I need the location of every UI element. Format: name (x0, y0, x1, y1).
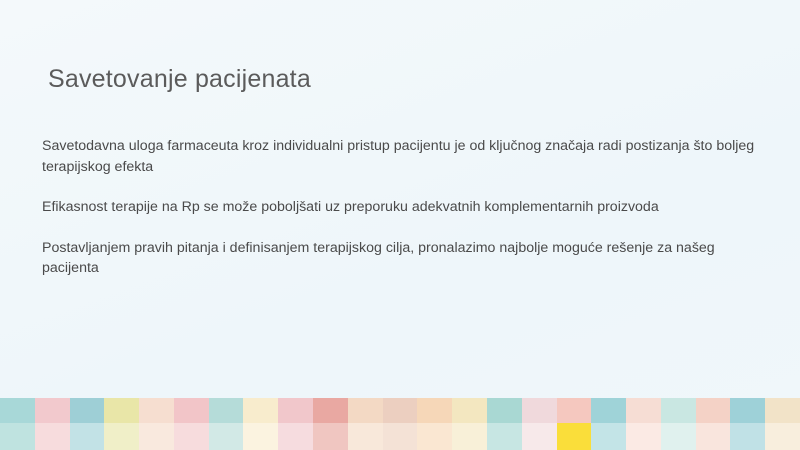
stripe-cell-top (104, 398, 139, 423)
stripe-column (0, 398, 35, 450)
stripe-column (417, 398, 452, 450)
body-paragraph-2: Efikasnost terapije na Rp se može poboljšati uz preporuku adekvatnih komplementarnih proizvoda (42, 199, 659, 216)
stripe-cell-bottom (661, 423, 696, 450)
stripe-cell-bottom (487, 423, 522, 450)
stripe-cell-bottom (35, 423, 70, 450)
stripe-cell-bottom (557, 423, 592, 450)
stripe-cell-bottom (70, 423, 105, 450)
stripe-cell-bottom (348, 423, 383, 450)
stripe-cell-bottom (696, 423, 731, 450)
stripe-cell-top (452, 398, 487, 423)
stripe-cell-top (730, 398, 765, 423)
stripe-cell-bottom (417, 423, 452, 450)
stripe-cell-bottom (278, 423, 313, 450)
stripe-cell-bottom (174, 423, 209, 450)
stripe-cell-top (139, 398, 174, 423)
page-title: Savetovanje pacijenata (48, 64, 311, 93)
stripe-cell-bottom (139, 423, 174, 450)
stripe-column (313, 398, 348, 450)
stripe-cell-top (174, 398, 209, 423)
body-paragraph-1: Savetodavna uloga farmaceuta kroz individualni pristup pacijentu je od ključnog značaja radi postizanja što boljeg terapijskog efekta (42, 138, 755, 175)
stripe-column (383, 398, 418, 450)
stripe-cell-bottom (626, 423, 661, 450)
stripe-cell-top (0, 398, 35, 423)
stripe-cell-top (765, 398, 800, 423)
stripe-cell-bottom (765, 423, 800, 450)
stripe-cell-bottom (452, 423, 487, 450)
stripe-cell-top (696, 398, 731, 423)
stripe-cell-bottom (522, 423, 557, 450)
stripe-column (522, 398, 557, 450)
stripe-cell-bottom (730, 423, 765, 450)
stripe-cell-top (383, 398, 418, 423)
stripe-cell-bottom (383, 423, 418, 450)
stripe-cell-bottom (591, 423, 626, 450)
stripe-column (174, 398, 209, 450)
stripe-column (278, 398, 313, 450)
slide-body (42, 136, 768, 279)
stripe-column (104, 398, 139, 450)
stripe-cell-bottom (104, 423, 139, 450)
stripe-cell-top (35, 398, 70, 423)
stripe-column (557, 398, 592, 450)
stripe-column (35, 398, 70, 450)
stripe-cell-bottom (0, 423, 35, 450)
stripe-column (139, 398, 174, 450)
stripe-cell-top (557, 398, 592, 423)
stripe-cell-top (661, 398, 696, 423)
bottom-color-stripe-band (0, 398, 800, 450)
stripe-cell-top (487, 398, 522, 423)
body-paragraph-3: Postavljanjem pravih pitanja i definisanjem terapijskog cilja, pronalazimo najbolje moguće rešenje za našeg pacijenta (42, 239, 715, 277)
stripe-cell-bottom (243, 423, 278, 450)
stripe-column (452, 398, 487, 450)
stripe-cell-bottom (313, 423, 348, 450)
stripe-column (591, 398, 626, 450)
stripe-cell-bottom (209, 423, 244, 450)
stripe-column (209, 398, 244, 450)
stripe-column (243, 398, 278, 450)
stripe-column (70, 398, 105, 450)
stripe-column (348, 398, 383, 450)
stripe-cell-top (243, 398, 278, 423)
stripe-cell-top (417, 398, 452, 423)
stripe-column (765, 398, 800, 450)
stripe-cell-top (313, 398, 348, 423)
stripe-cell-top (522, 398, 557, 423)
stripe-column (487, 398, 522, 450)
stripe-cell-top (348, 398, 383, 423)
stripe-cell-top (591, 398, 626, 423)
stripe-cell-top (626, 398, 661, 423)
stripe-column (696, 398, 731, 450)
stripe-column (730, 398, 765, 450)
stripe-cell-top (70, 398, 105, 423)
stripe-cell-top (209, 398, 244, 423)
stripe-column (626, 398, 661, 450)
stripe-cell-top (278, 398, 313, 423)
stripe-column (661, 398, 696, 450)
